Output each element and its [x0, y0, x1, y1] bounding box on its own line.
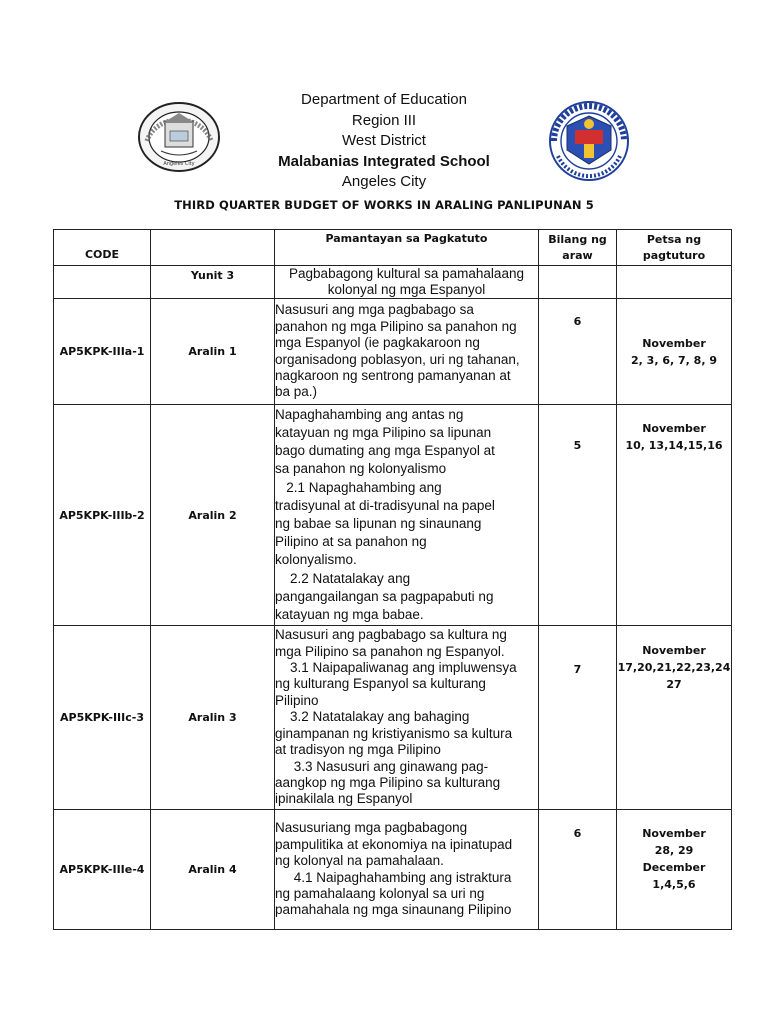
competency-line: mga Espanyol (ie pagkakaroon ng	[275, 335, 480, 351]
competency-line: pamahahala ng mga sinaunang Pilipino	[275, 902, 512, 918]
row-code-text: AP5KPK-IIIe-4	[59, 863, 145, 876]
competency-line: 3.2 Natatalakay ang bahaging	[275, 709, 470, 725]
row-competency	[275, 299, 539, 405]
row-date-line: 27	[666, 678, 682, 691]
row-date	[617, 405, 732, 626]
row-date-line: 1,4,5,6	[652, 878, 696, 891]
unit-title-cell	[275, 266, 539, 299]
row-code-text: AP5KPK-IIIb-2	[59, 508, 145, 522]
row-code	[54, 405, 151, 626]
row-competency	[275, 405, 539, 626]
table-row	[54, 299, 732, 405]
row-date-line: December	[642, 861, 706, 874]
competency-line: Pilipino	[275, 692, 319, 708]
row-lesson-text: Aralin 3	[188, 711, 237, 724]
competency-line: tradisyunal at di-tradisyunal na papel	[275, 497, 495, 513]
row-lesson	[151, 626, 275, 810]
header-date	[617, 230, 732, 266]
header-days-line1: Bilang ng	[548, 232, 607, 246]
row-lesson	[151, 299, 275, 405]
svg-text:Angeles City: Angeles City	[163, 161, 195, 167]
unit-title-line1: Pagbabagong kultural sa pamahalaang	[289, 266, 524, 281]
competency-line: ng babae sa lipunan ng sinaunang	[275, 516, 482, 531]
region-name: Region III	[351, 111, 417, 129]
competency-line: Nasusuri ang mga pagbabago sa	[275, 302, 474, 318]
competency-line: at tradisyon ng mga Pilipino	[275, 742, 441, 758]
row-date-line: November	[642, 336, 706, 350]
competency-line: Pilipino at sa panahon ng	[275, 534, 427, 550]
header-days-line2: araw	[562, 248, 593, 262]
competency-line: 3.1 Naipapaliwanag ang impluwensya	[275, 660, 517, 676]
row-date-line: November	[642, 644, 706, 657]
header-code	[54, 230, 151, 266]
row-date-line: 17,20,21,22,23,24	[617, 661, 731, 674]
competency-line: katayuan ng mga Pilipino sa lipunan	[275, 424, 492, 440]
district-name: West District	[342, 132, 426, 149]
table-row	[54, 810, 732, 930]
header-competency	[275, 230, 539, 266]
competency-line: sa panahon ng kolonyalismo	[275, 461, 447, 477]
row-lesson-text: Aralin 2	[188, 508, 237, 522]
competency-line: nagkaroon ng sentrong pamanyanan at	[275, 367, 511, 383]
row-lesson	[151, 810, 275, 930]
row-date-line: 28, 29	[654, 844, 694, 857]
competency-line: mga Pilipino sa panahon ng Espanyol.	[275, 643, 505, 659]
competency-line: pampulitika at ekonomiya na ipinatupad	[275, 836, 513, 852]
competency-line: bago dumating ang mga Espanyol at	[275, 443, 495, 459]
competency-line: Nasusuriang mga pagbabagong	[275, 820, 468, 836]
row-days	[539, 626, 617, 810]
row-date-line: 10, 13,14,15,16	[625, 439, 723, 452]
city-name: Angeles City	[341, 173, 427, 190]
competency-line: ba pa.)	[275, 384, 318, 400]
row-competency	[275, 626, 539, 810]
competency-line: Napaghahambing ang antas ng	[275, 406, 464, 422]
competency-line: panahon ng mga Pilipino sa panahon ng	[275, 318, 517, 334]
row-days	[539, 810, 617, 930]
row-date-line: November	[642, 827, 706, 840]
department-name: Department of Education	[301, 91, 467, 108]
row-code	[54, 299, 151, 405]
competency-line: aangkop ng mga Pilipino sa kulturang	[275, 774, 501, 790]
unit-date-cell	[617, 266, 732, 299]
unit-label-cell	[151, 266, 275, 299]
row-days-text: 6	[573, 315, 582, 328]
unit-days-cell	[539, 266, 617, 299]
competency-line: ng kulturang Espanyol sa kulturang	[275, 676, 486, 692]
row-date	[617, 299, 732, 405]
competency-line: 2.1 Napaghahambing ang	[275, 479, 442, 495]
competency-line: ng pamahalaang kolonyal sa uri ng	[275, 885, 485, 901]
row-date-line: 2, 3, 6, 7, 8, 9	[631, 353, 717, 367]
unit-title-line2: kolonyal ng mga Espanyol	[327, 282, 486, 297]
table-row	[54, 405, 732, 626]
header-lesson	[151, 230, 275, 266]
row-date	[617, 810, 732, 930]
row-days	[539, 405, 617, 626]
header-code-label: CODE	[84, 248, 120, 261]
row-lesson	[151, 405, 275, 626]
competency-line: ng kolonyal na pamahalaan.	[275, 853, 444, 869]
row-date-line: November	[642, 422, 706, 435]
row-days-text: 7	[573, 663, 582, 676]
row-code-text: AP5KPK-IIIc-3	[60, 711, 144, 724]
competency-line: ipinakilala ng Espanyol	[275, 791, 413, 807]
competency-line: katayuan ng mga babae.	[275, 607, 424, 623]
row-lesson-text: Aralin 4	[188, 863, 237, 876]
row-date	[617, 626, 732, 810]
competency-line: 3.3 Nasusuri ang ginawang pag-	[275, 758, 489, 774]
row-code	[54, 810, 151, 930]
unit-code-cell	[54, 266, 151, 299]
budget-of-works-table	[53, 229, 732, 930]
competency-line: pangangailangan sa pagpapabuti ng	[275, 588, 494, 604]
table-row	[54, 626, 732, 810]
row-code-text: AP5KPK-IIIa-1	[59, 345, 145, 358]
school-name: Malabanias Integrated School	[278, 152, 490, 170]
table-header-row	[54, 230, 732, 266]
competency-line: ginampanan ng kristiyanismo sa kultura	[275, 725, 513, 741]
header-date-line2: pagtuturo	[642, 248, 706, 262]
competency-line: 4.1 Naipaghahambing ang istraktura	[275, 869, 512, 885]
unit-row	[54, 266, 732, 299]
header-days	[539, 230, 617, 266]
row-days-text: 6	[573, 827, 582, 840]
header-competency-label: Pamantayan sa Pagkatuto	[325, 232, 488, 245]
row-lesson-text: Aralin 1	[188, 345, 237, 358]
row-code	[54, 626, 151, 810]
row-days	[539, 299, 617, 405]
unit-label: Yunit 3	[190, 269, 235, 282]
header-date-line1: Petsa ng	[646, 232, 702, 246]
competency-line: 2.2 Natatalakay ang	[275, 570, 411, 586]
document-header	[0, 90, 768, 212]
row-competency	[275, 810, 539, 930]
row-days-text: 5	[573, 439, 582, 452]
competency-line: Nasusuri ang pagbabago sa kultura ng	[275, 627, 507, 643]
competency-line: organisadong poblasyon, uri ng tahanan,	[275, 351, 520, 367]
competency-line: kolonyalismo.	[275, 552, 357, 568]
document-title: THIRD QUARTER BUDGET OF WORKS IN ARALING PANLIPUNAN 5	[174, 197, 594, 212]
